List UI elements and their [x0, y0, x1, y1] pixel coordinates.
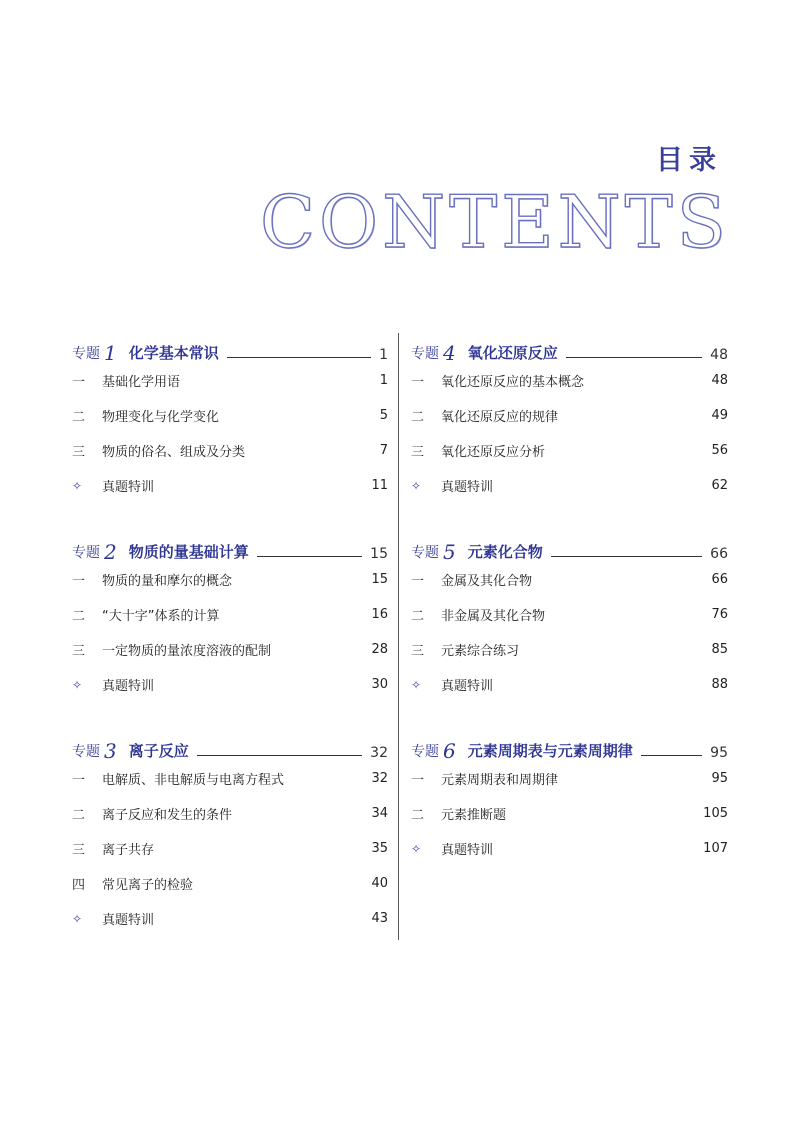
entry-page-number: 66 — [711, 572, 728, 587]
entry-title: 真题特训 — [102, 480, 155, 495]
entry-title: 离子反应和发生的条件 — [102, 808, 233, 823]
toc-entry[interactable] — [72, 562, 388, 597]
entry-page-number: 95 — [711, 771, 728, 786]
sparkle-icon: ✧ — [72, 478, 83, 493]
entry-title: “大十字”体系的计算 — [102, 609, 220, 624]
toc-section — [72, 731, 388, 936]
section-number: 1 — [104, 341, 117, 365]
section-page-number: 15 — [370, 546, 388, 562]
toc-entry[interactable] — [411, 363, 728, 398]
leader-line — [227, 357, 371, 358]
entry-page-number: 43 — [371, 911, 388, 926]
sparkle-icon: ✧ — [411, 478, 422, 493]
toc-entry[interactable] — [411, 597, 728, 632]
section-heading[interactable] — [72, 333, 388, 363]
toc-entry[interactable] — [72, 866, 388, 901]
entry-title: 一定物质的量浓度溶液的配制 — [102, 644, 272, 659]
entry-marker: 三 — [72, 843, 86, 858]
entry-page-number: 15 — [371, 572, 388, 587]
entry-page-number: 7 — [379, 443, 388, 458]
entry-title: 离子共存 — [102, 843, 155, 858]
entry-title: 真题特训 — [441, 843, 494, 858]
entry-title: 元素推断题 — [441, 808, 507, 823]
toc-section — [72, 333, 388, 503]
entry-page-number: 56 — [711, 443, 728, 458]
entry-title: 物质的俗名、组成及分类 — [102, 445, 246, 460]
toc-column-left — [72, 333, 388, 965]
entry-page-number: 11 — [371, 478, 388, 493]
entry-page-number: 107 — [703, 841, 728, 856]
leader-line — [566, 357, 702, 358]
section-title: 物质的量基础计算 — [128, 543, 249, 561]
entry-page-number: 85 — [711, 642, 728, 657]
section-number: 2 — [104, 540, 117, 564]
entry-page-number: 30 — [371, 677, 388, 692]
entry-page-number: 40 — [371, 876, 388, 891]
toc-entry[interactable] — [72, 433, 388, 468]
entry-page-number: 48 — [711, 373, 728, 388]
toc-section — [411, 731, 728, 866]
toc-entry[interactable] — [72, 468, 388, 503]
section-heading[interactable] — [411, 731, 728, 761]
entry-title: 金属及其化合物 — [441, 574, 533, 589]
sparkle-icon: ✧ — [411, 841, 422, 856]
entry-title: 电解质、非电解质与电离方程式 — [102, 773, 285, 788]
entry-marker: 三 — [411, 644, 425, 659]
toc-entry[interactable] — [72, 831, 388, 866]
entry-page-number: 28 — [371, 642, 388, 657]
entry-marker: 四 — [72, 878, 86, 893]
entry-page-number: 88 — [711, 677, 728, 692]
section-number: 6 — [443, 739, 456, 763]
section-page-number: 1 — [379, 347, 388, 363]
section-prefix: 专题 — [411, 346, 439, 362]
entry-title: 物理变化与化学变化 — [102, 410, 220, 425]
section-title: 氧化还原反应 — [467, 344, 558, 362]
entry-title: 氧化还原反应的规律 — [441, 410, 559, 425]
section-prefix: 专题 — [411, 545, 439, 561]
entry-page-number: 35 — [371, 841, 388, 856]
section-number: 3 — [104, 739, 117, 763]
entry-title: 真题特训 — [102, 913, 155, 928]
toc-section — [72, 532, 388, 702]
entry-marker: 三 — [72, 644, 86, 659]
entry-page-number: 34 — [371, 806, 388, 821]
entry-title: 真题特训 — [441, 679, 494, 694]
sparkle-icon: ✧ — [411, 677, 422, 692]
toc-section — [411, 532, 728, 702]
entry-page-number: 49 — [711, 408, 728, 423]
toc-entry[interactable] — [411, 468, 728, 503]
leader-line — [257, 556, 362, 557]
entry-page-number: 16 — [371, 607, 388, 622]
toc-entry[interactable] — [411, 562, 728, 597]
leader-line — [551, 556, 702, 557]
sparkle-icon: ✧ — [72, 677, 83, 692]
entry-page-number: 1 — [379, 373, 388, 388]
entry-marker: 一 — [72, 375, 86, 390]
entry-marker: 二 — [72, 410, 86, 425]
entry-marker: 二 — [411, 808, 425, 823]
entry-title: 基础化学用语 — [102, 375, 181, 390]
section-prefix: 专题 — [72, 346, 100, 362]
entry-title: 元素周期表和周期律 — [441, 773, 559, 788]
toc-section — [411, 333, 728, 503]
section-heading[interactable] — [72, 731, 388, 761]
toc-entry[interactable] — [411, 831, 728, 866]
section-number: 4 — [443, 341, 456, 365]
entry-title: 元素综合练习 — [441, 644, 520, 659]
section-title: 元素化合物 — [467, 543, 543, 561]
entry-marker: 一 — [411, 375, 425, 390]
page-title-chinese: 目录 — [656, 145, 722, 176]
section-title: 化学基本常识 — [128, 344, 219, 362]
entry-marker: 二 — [411, 609, 425, 624]
entry-page-number: 5 — [379, 408, 388, 423]
toc-entry[interactable] — [411, 796, 728, 831]
toc-entry[interactable] — [72, 901, 388, 936]
entry-marker: 三 — [72, 445, 86, 460]
toc-entry[interactable] — [72, 398, 388, 433]
entry-marker: 一 — [72, 773, 86, 788]
section-prefix: 专题 — [72, 744, 100, 760]
leader-line — [197, 755, 362, 756]
section-page-number: 95 — [710, 745, 728, 761]
toc-entry[interactable] — [411, 667, 728, 702]
section-title: 离子反应 — [128, 742, 189, 760]
toc-entry[interactable] — [72, 632, 388, 667]
toc-entry[interactable] — [411, 761, 728, 796]
toc-entry[interactable] — [411, 398, 728, 433]
entry-title: 氧化还原反应分析 — [441, 445, 546, 460]
toc-entry[interactable] — [72, 667, 388, 702]
entry-page-number: 32 — [371, 771, 388, 786]
toc-entry[interactable] — [72, 597, 388, 632]
entry-marker: 三 — [411, 445, 425, 460]
entry-title: 物质的量和摩尔的概念 — [102, 574, 233, 589]
section-heading[interactable] — [72, 532, 388, 562]
entry-title: 真题特训 — [441, 480, 494, 495]
section-prefix: 专题 — [72, 545, 100, 561]
entry-marker: 二 — [72, 808, 86, 823]
section-prefix: 专题 — [411, 744, 439, 760]
entry-title: 常见离子的检验 — [102, 878, 194, 893]
section-page-number: 32 — [370, 745, 388, 761]
entry-marker: 一 — [411, 773, 425, 788]
toc-entry[interactable] — [411, 632, 728, 667]
entry-page-number: 105 — [703, 806, 728, 821]
toc-column-right — [411, 333, 728, 895]
sparkle-icon: ✧ — [72, 911, 83, 926]
section-page-number: 66 — [710, 546, 728, 562]
toc-entry[interactable] — [72, 363, 388, 398]
entry-marker: 一 — [411, 574, 425, 589]
entry-marker: 二 — [72, 609, 86, 624]
column-divider — [398, 333, 399, 940]
section-title: 元素周期表与元素周期律 — [467, 742, 633, 760]
entry-page-number: 62 — [711, 478, 728, 493]
section-heading[interactable] — [411, 532, 728, 562]
leader-line — [641, 755, 702, 756]
entry-title: 非金属及其化合物 — [441, 609, 546, 624]
toc-entry[interactable] — [72, 761, 388, 796]
entry-title: 真题特训 — [102, 679, 155, 694]
entry-page-number: 76 — [711, 607, 728, 622]
section-heading[interactable] — [411, 333, 728, 363]
section-page-number: 48 — [710, 347, 728, 363]
entry-marker: 二 — [411, 410, 425, 425]
entry-marker: 一 — [72, 574, 86, 589]
section-number: 5 — [443, 540, 456, 564]
page-title-english: CONTENTS — [259, 180, 730, 264]
toc-entry[interactable] — [411, 433, 728, 468]
toc-entry[interactable] — [72, 796, 388, 831]
entry-title: 氧化还原反应的基本概念 — [441, 375, 585, 390]
